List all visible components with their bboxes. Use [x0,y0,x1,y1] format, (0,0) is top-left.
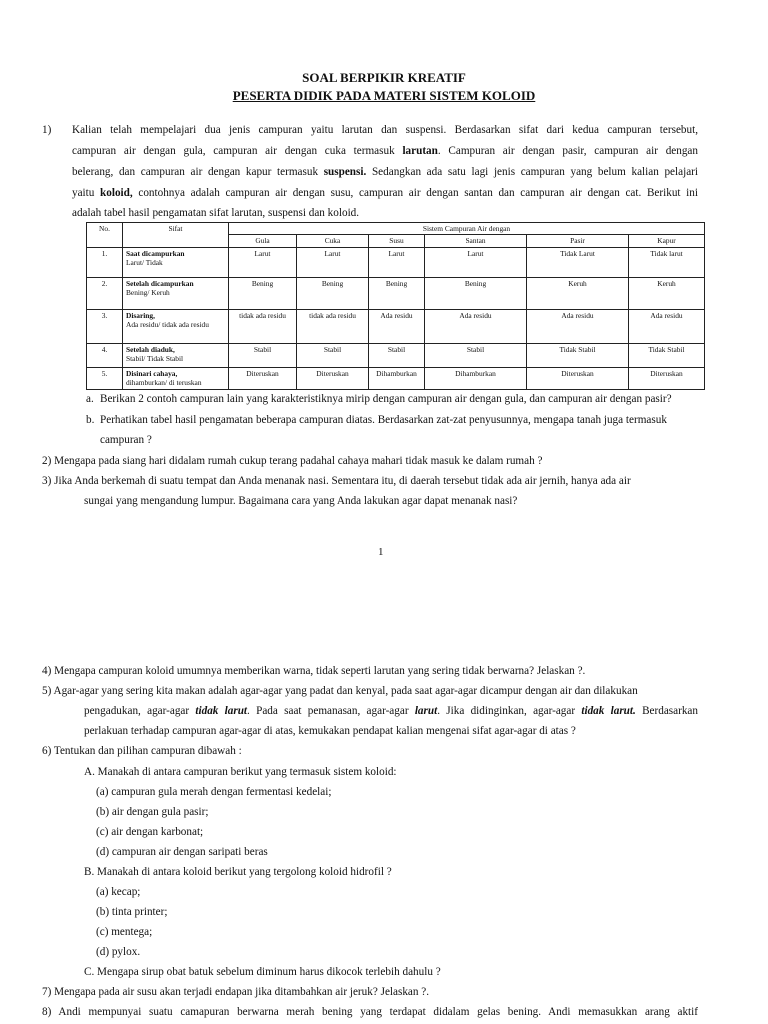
question-1-line-1: Kalian telah mempelajari dua jenis campuran yaitu larutan dan suspensi. Berdasarkan sifat dari kedua campuran tersebut, [72,124,698,136]
subquestion-b-line-1: Perhatikan tabel hasil pengamatan beberapa campuran diatas. Berdasarkan zat-zat penyusunnya, mengapa tanah juga termasuk [100,414,667,426]
text-run: yaitu [72,187,101,199]
question-6-a-option: (b) air dengan gula pasir; [96,806,209,818]
table-cell: Ada residu [527,309,629,343]
row-property [123,309,229,343]
question-7: 7) Mengapa pada air susu akan terjadi endapan jika ditambahkan air jeruk? Jelaskan ?. [42,986,430,998]
column-header: Pasir [527,235,629,247]
question-6-b-option: (d) pylox. [96,946,141,958]
emphasis-tidak-larut: tidak larut [195,705,248,717]
header-cell-sifat: Sifat [123,223,229,248]
text-run: . Campuran air dengan pasir, campuran air dengan [437,145,698,157]
table-cell: Bening [369,277,425,309]
question-5-line-3: perlakuan terhadap campuran agar-agar di atas, kemukakan pendapat kalian mengenai sifat agar-agar di atas ? [84,725,576,737]
property-label: Saat dicampurkan [126,248,185,258]
table-cell: Diteruskan [527,367,629,389]
table-row [87,343,705,367]
text-run: campuran air dengan gula, campuran air dengan cuka termasuk [72,145,403,157]
row-property [123,247,229,277]
bold-term-larutan: larutan [402,145,438,157]
text-run: Berdasarkan [635,705,698,717]
table-cell: Tidak Larut [527,247,629,277]
table-cell: Diteruskan [229,367,297,389]
table-row [87,309,705,343]
question-6-b-option: (b) tinta printer; [96,906,168,918]
table-cell: Ada residu [369,309,425,343]
document-subtitle: PESERTA DIDIK PADA MATERI SISTEM KOLOID [232,88,536,103]
page-number: 1 [378,546,384,558]
subquestion-b-number: b. [86,414,95,426]
question-6-a-option: (a) campuran gula merah dengan fermentasi kedelai; [96,786,332,798]
column-header: Cuka [297,235,369,247]
table-cell: Larut [369,247,425,277]
text-run: . Jika didinginkan, agar-agar [437,705,582,717]
table-row [87,247,705,277]
question-1-line-3 [72,166,698,178]
subquestion-a-text: Berikan 2 contoh campuran lain yang karakteristiknya mirip dengan campuran air dengan gula, dan campuran air dengan pasir? [100,393,672,405]
table-cell: Stabil [229,343,297,367]
row-number: 1. [87,247,123,277]
text-run: Sedangkan ada satu lagi jenis campuran yang belum kalian pelajari [366,166,698,178]
table-cell: Diteruskan [297,367,369,389]
table-cell: Larut [297,247,369,277]
question-3-line-2: sungai yang mengandung lumpur. Bagaimana cara yang Anda lakukan agar dapat menanak nasi? [84,495,518,507]
table-cell: Ada residu [629,309,705,343]
table-cell: Tidak Stabil [629,343,705,367]
row-property [123,343,229,367]
question-5-line-1: 5) Agar-agar yang sering kita makan adalah agar-agar yang padat dan kenyal, pada saat agar-agar dicampur dengan air dan dilakukan [42,685,638,697]
question-2: 2) Mengapa pada siang hari didalam rumah cukup terang padahal cahaya mahari tidak masuk ke dalam rumah ? [42,455,543,467]
table-cell: Bening [297,277,369,309]
text-run: pengadukan, agar-agar [84,705,196,717]
table-row [87,277,705,309]
column-header: Gula [229,235,297,247]
row-property [123,367,229,389]
question-6-a-option: (d) campuran air dengan saripati beras [96,846,268,858]
column-header: Susu [369,235,425,247]
property-label: Disinari cahaya, [126,368,178,378]
text-run: contohnya adalah campuran air dengan susu, campuran air dengan santan dan campuran air dengan cat. Berikut ini [132,187,698,199]
text-run: belerang, dan campuran air dengan kapur termasuk [72,166,324,178]
table-row [87,367,705,389]
property-options: Bening/ Keruh [126,287,170,297]
bold-term-suspensi: suspensi. [323,166,367,178]
table-cell: Tidak Stabil [527,343,629,367]
question-6-a: A. Manakah di antara campuran berikut yang termasuk sistem koloid: [84,766,397,778]
emphasis-tidak-larut: tidak larut. [581,705,636,717]
column-header: Kapur [629,235,705,247]
table-cell: Keruh [527,277,629,309]
question-5-line-2 [84,705,698,717]
observation-table [86,222,705,390]
document-title: SOAL BERPIKIR KREATIF [302,70,466,85]
table-cell: Ada residu [425,309,527,343]
subquestion-a-number: a. [86,393,94,405]
table-cell: Bening [425,277,527,309]
question-6-b-option: (a) kecap; [96,886,141,898]
table-cell: Dihamburkan [425,367,527,389]
row-number: 4. [87,343,123,367]
emphasis-larut: larut [414,705,438,717]
property-options: Stabil/ Tidak Stabil [126,353,184,363]
property-label: Setelah diaduk, [126,344,175,354]
table-cell: Larut [229,247,297,277]
question-4: 4) Mengapa campuran koloid umumnya memberikan warna, tidak seperti larutan yang sering tidak berwarna? Jelaskan ?. [42,665,586,677]
text-run: . Pada saat pemanasan, agar-agar [247,705,415,717]
table-cell: Stabil [369,343,425,367]
question-6-c: C. Mengapa sirup obat batuk sebelum diminum harus dikocok terlebih dahulu ? [84,966,441,978]
table-cell: Tidak larut [629,247,705,277]
question-number: 1) [42,124,52,136]
row-property [123,277,229,309]
row-number: 2. [87,277,123,309]
question-1-line-4 [72,187,698,199]
table-cell: Keruh [629,277,705,309]
column-header: Santan [425,235,527,247]
question-6-b-option: (c) mentega; [96,926,153,938]
header-cell-no: No. [87,223,123,248]
subquestion-b-line-2: campuran ? [100,434,152,446]
row-number: 3. [87,309,123,343]
question-3-line-1: 3) Jika Anda berkemah di suatu tempat dan Anda menanak nasi. Sementara itu, di daerah tersebut tidak ada air jernih, hanya ada air [42,475,631,487]
bold-term-koloid: koloid, [100,187,133,199]
table-cell: Dihamburkan [369,367,425,389]
header-cell-group: Sistem Campuran Air dengan [229,223,705,235]
table-cell: Larut [425,247,527,277]
row-number: 5. [87,367,123,389]
question-6-b: B. Manakah di antara koloid berikut yang tergolong koloid hidrofil ? [84,866,392,878]
property-label: Disaring, [126,310,155,320]
question-6-intro: 6) Tentukan dan pilihan campuran dibawah : [42,745,242,757]
question-6-a-option: (c) air dengan karbonat; [96,826,204,838]
table-cell: Stabil [297,343,369,367]
property-options: dihamburkan/ di teruskan [126,377,202,387]
question-1-line-5: adalah tabel hasil pengamatan sifat larutan, suspensi dan koloid. [72,207,360,219]
table-cell: Stabil [425,343,527,367]
table-cell: tidak ada residu [229,309,297,343]
table-cell: Diteruskan [629,367,705,389]
question-1-line-2 [72,145,698,157]
table-header-row [87,223,705,235]
property-options: Larut/ Tidak [126,257,163,267]
property-options: Ada residu/ tidak ada residu [126,319,209,329]
table-cell: Bening [229,277,297,309]
table-cell: tidak ada residu [297,309,369,343]
question-8: 8) Andi mempunyai suatu camapuran berwarna merah bening yang terdapat didalam gelas bening. Andi memasukkan arang aktif [42,1006,698,1018]
property-label: Setelah dicampurkan [126,278,194,288]
